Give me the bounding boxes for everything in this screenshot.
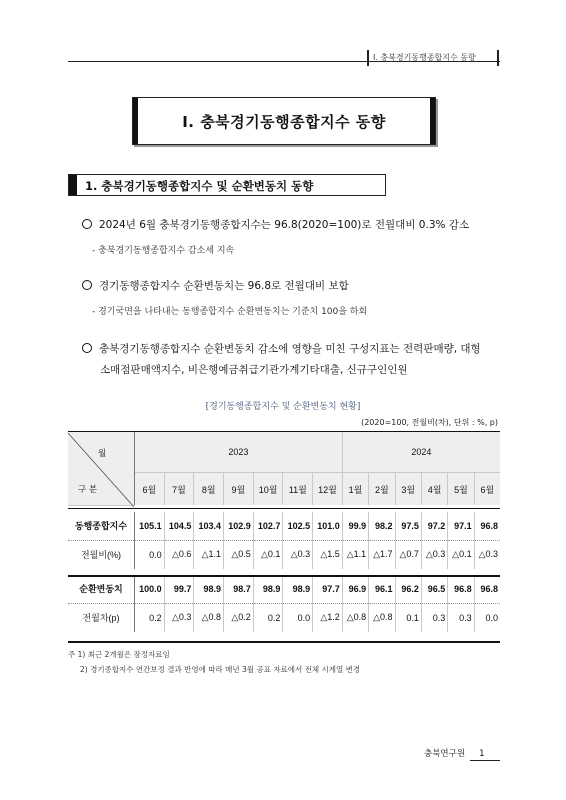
table-header-rule bbox=[68, 508, 500, 509]
row-label: 동행종합지수 bbox=[68, 512, 135, 541]
month-header: 5월 bbox=[448, 473, 474, 506]
bullet-3: 충북경기동행종합지수 순환변동치 감소에 영향을 미친 구성지표는 전력판매량, 대형 bbox=[82, 341, 481, 356]
table-cell: 97.2 bbox=[421, 512, 447, 541]
bullet-2-sub: - 경기국면을 나타내는 동행종합지수 순환변동치는 기준치 100을 하회 bbox=[92, 307, 368, 317]
page-footer bbox=[424, 747, 484, 759]
table-cell: △0.3 bbox=[283, 540, 313, 569]
table-cell: 0.0 bbox=[135, 540, 165, 569]
table-cell: 98.7 bbox=[224, 575, 254, 604]
table-cell: 98.9 bbox=[253, 575, 283, 604]
table-cell: 0.2 bbox=[135, 603, 165, 632]
table-row bbox=[68, 575, 500, 604]
table-cell: 96.8 bbox=[448, 575, 474, 604]
footer-org: 충북연구원 bbox=[424, 749, 466, 759]
table-cell: △0.8 bbox=[342, 603, 368, 632]
month-header: 2월 bbox=[369, 473, 395, 506]
table-cell: △1.1 bbox=[194, 540, 224, 569]
table-cell: 97.7 bbox=[313, 575, 343, 604]
table-cell: 97.1 bbox=[448, 512, 474, 541]
table-cell: 0.1 bbox=[395, 603, 421, 632]
bullet-1: 2024년 6월 충북경기동행종합지수는 96.8(2020=100)로 전월대비 0.3% 감소 bbox=[82, 217, 469, 232]
table-cell: △1.1 bbox=[342, 540, 368, 569]
corner-bottom-label: 구 분 bbox=[78, 485, 98, 495]
table-mid-rule bbox=[68, 575, 500, 577]
table-cell: 99.7 bbox=[164, 575, 194, 604]
section-header bbox=[68, 174, 386, 196]
running-header-text: Ⅰ. 충북경기동행종합지수 동향 bbox=[373, 53, 476, 62]
table-unit: (2020=100, 전월비(차), 단위 : %, p) bbox=[361, 418, 498, 427]
table-cell: 100.0 bbox=[135, 575, 165, 604]
table-cell: 96.9 bbox=[342, 575, 368, 604]
chapter-title: Ⅰ. 충북경기동행종합지수 동향 bbox=[182, 113, 386, 131]
circle-bullet-icon bbox=[82, 280, 92, 290]
table-cell: △0.8 bbox=[194, 603, 224, 632]
month-header: 6월 bbox=[474, 473, 500, 506]
bullet-1-sub: - 충북경기동행종합지수 감소세 지속 bbox=[92, 246, 235, 256]
table-cell: 103.4 bbox=[194, 512, 224, 541]
year-2024: 2024 bbox=[342, 432, 500, 473]
row-label: 순환변동치 bbox=[68, 575, 135, 604]
month-header: 7월 bbox=[164, 473, 194, 506]
row-label: 전월비(%) bbox=[68, 540, 135, 569]
table-cell: △0.3 bbox=[164, 603, 194, 632]
corner-top-label: 월 bbox=[98, 449, 107, 459]
table-cell: 0.3 bbox=[448, 603, 474, 632]
table-cell: △1.2 bbox=[313, 603, 343, 632]
circle-bullet-icon bbox=[82, 219, 92, 229]
table-cell: 101.0 bbox=[313, 512, 343, 541]
month-header: 6월 bbox=[135, 473, 165, 506]
table-cell: 99.9 bbox=[342, 512, 368, 541]
table-cell: △0.7 bbox=[395, 540, 421, 569]
table-cell: 102.7 bbox=[253, 512, 283, 541]
month-header: 10월 bbox=[253, 473, 283, 506]
table-cell: 96.8 bbox=[474, 512, 500, 541]
table-row bbox=[68, 540, 500, 569]
table-cell: 0.2 bbox=[253, 603, 283, 632]
note-1: 주 1) 최근 2개월은 잠정자료임 bbox=[68, 650, 170, 659]
table-cell: 0.0 bbox=[485, 612, 498, 623]
month-header: 4월 bbox=[421, 473, 447, 506]
table-cell: 96.8 bbox=[474, 575, 500, 604]
table-row bbox=[68, 512, 500, 541]
table-cell: 96.1 bbox=[369, 575, 395, 604]
table-cell: 0.3 bbox=[421, 603, 447, 632]
chapter-title-box bbox=[132, 97, 436, 145]
table-cell: 104.5 bbox=[164, 512, 194, 541]
table-cell: △0.3 bbox=[478, 549, 498, 559]
month-header: 12월 bbox=[313, 473, 343, 506]
table-cell: △0.1 bbox=[448, 540, 474, 569]
running-header bbox=[367, 50, 499, 66]
table-cell: 102.9 bbox=[224, 512, 254, 541]
table-cell: △1.5 bbox=[313, 540, 343, 569]
month-header: 9월 bbox=[224, 473, 254, 506]
table-cell: △0.2 bbox=[224, 603, 254, 632]
bullet-2: 경기동행종합지수 순환변동치는 96.8로 전월대비 보합 bbox=[82, 278, 349, 293]
table-cell: 105.1 bbox=[135, 512, 165, 541]
table-cell: 98.9 bbox=[194, 575, 224, 604]
footer-rule bbox=[470, 760, 500, 761]
table-cell: △0.3 bbox=[421, 540, 447, 569]
table-bottom-rule bbox=[68, 641, 500, 643]
table-cell: 0.0 bbox=[283, 603, 313, 632]
month-header: 1월 bbox=[342, 473, 368, 506]
bullet-3-line2: 소매점판매액지수, 비은행예금취급기관가계기타대출, 신규구인인원 bbox=[100, 364, 408, 376]
table-cell: 96.5 bbox=[421, 575, 447, 604]
row-label: 전월차(p) bbox=[68, 603, 135, 632]
table-cell: 98.2 bbox=[369, 512, 395, 541]
corner-diagonal bbox=[68, 433, 134, 507]
section-title: 1. 충북경기동행종합지수 및 순환변동치 동향 bbox=[85, 179, 314, 193]
table-cell: 97.5 bbox=[395, 512, 421, 541]
month-header: 8월 bbox=[194, 473, 224, 506]
page-number: 1 bbox=[479, 749, 485, 759]
circle-bullet-icon bbox=[82, 343, 92, 353]
table-cell: 96.2 bbox=[395, 575, 421, 604]
month-header: 3월 bbox=[395, 473, 421, 506]
table-row bbox=[68, 603, 500, 632]
table-cell: △1.7 bbox=[369, 540, 395, 569]
table-cell: 102.5 bbox=[283, 512, 313, 541]
table-cell: 98.9 bbox=[283, 575, 313, 604]
month-header: 11월 bbox=[283, 473, 313, 506]
table-cell: △0.6 bbox=[164, 540, 194, 569]
table-cell: △0.5 bbox=[224, 540, 254, 569]
table-cell: △0.8 bbox=[369, 603, 395, 632]
note-2: 2) 경기종합지수 연간보정 결과 반영에 따라 매년 3월 공표 자료에서 전체 시계열 변경 bbox=[80, 665, 361, 674]
table-title: [경기동행종합지수 및 순환변동치 현황] bbox=[205, 402, 361, 412]
table-cell: △0.1 bbox=[253, 540, 283, 569]
year-2023: 2023 bbox=[135, 432, 343, 473]
